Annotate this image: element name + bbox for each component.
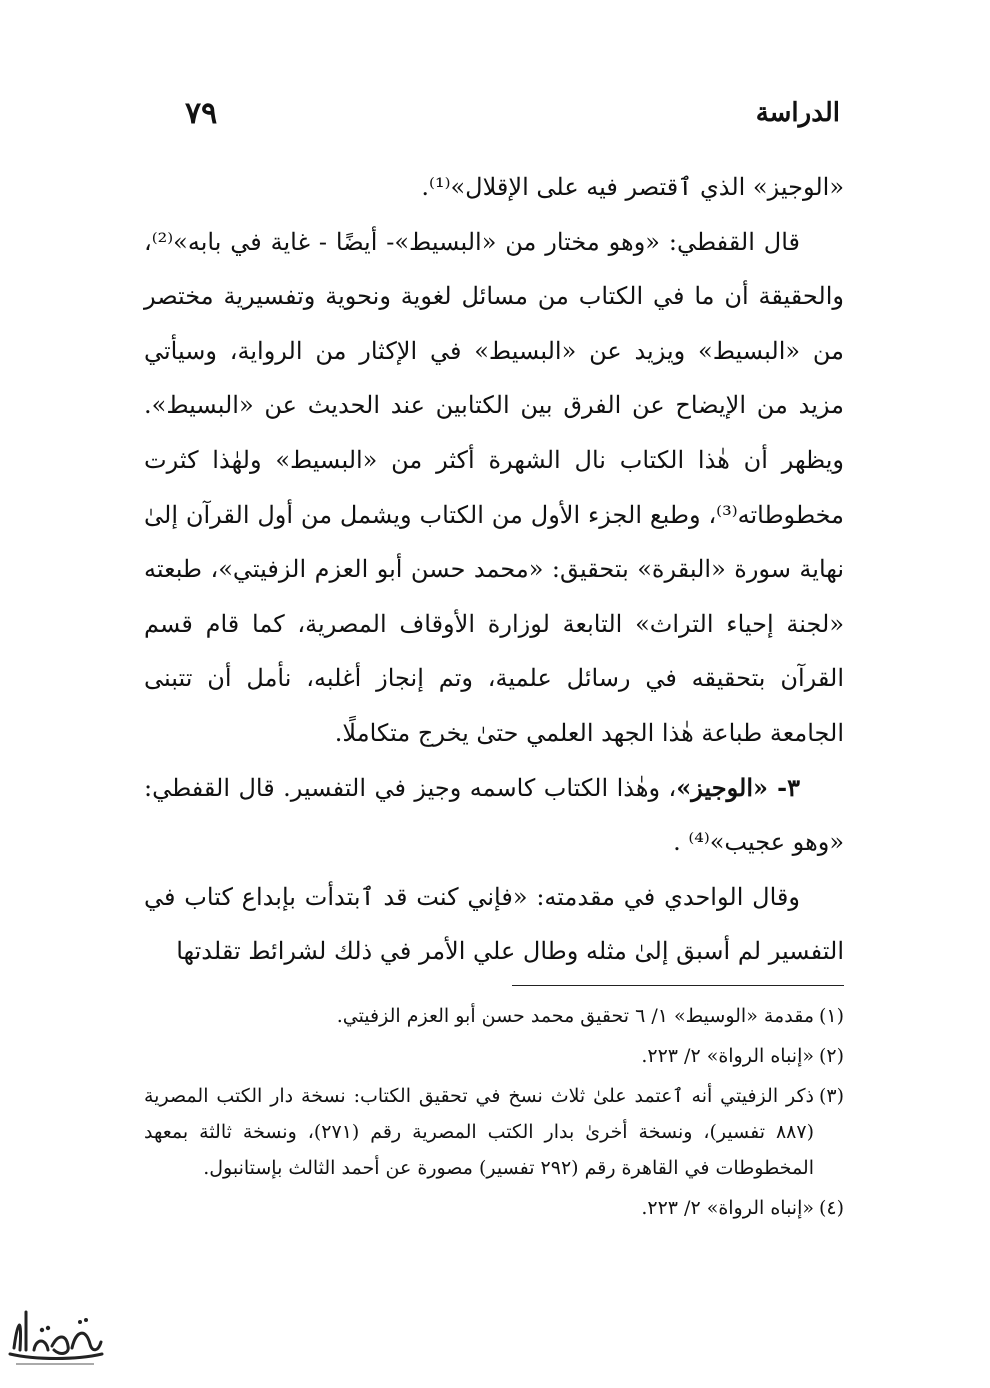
footnote-3	[144, 1078, 844, 1186]
footnote-text: «إنباه الرواة» ٢/ ٢٢٣.	[641, 1045, 814, 1067]
paragraph-1: «الوجيز» الذي ٱقتصر فيه على الإقلال»⁽¹⁾.	[421, 173, 844, 201]
footnote-rule	[512, 985, 844, 986]
footnote-number: (٢)	[818, 1045, 844, 1067]
running-title: الدراسة	[755, 98, 840, 128]
footnote-number: (١)	[818, 1005, 844, 1027]
footnote-2	[144, 1038, 844, 1074]
paragraph-2: قال القفطي: «وهو مختار من «البسيط»- أيضًا - غاية في بابه»⁽²⁾، والحقيقة أن ما في الكتاب من مسائل لغوية ونحوية وتفسيرية مختصر من «البسيط» ويزيد عن «البسيط» في الإكثار من الرواية، وسيأتي مزيد من الإيضاح عن الفرق بين الكتابين عند الحديث عن «البسيط». ويظهر أن هٰذا الكتاب نال الشهرة أكثر من «البسيط» ولهٰذا كثرت مخطوطاته⁽³⁾، وطبع الجزء الأول من الكتاب ويشمل من أول القرآن إلىٰ نهاية سورة «البقرة» بتحقيق: «محمد حسن أبو العزم الزفيتي»، طبعته «لجنة إحياء التراث» التابعة لوزارة الأوقاف المصرية، كما قام قسم القرآن بتحقيقه في رسائل علمية، وتم إنجاز أغلبه، نأمل أن تتبنى الجامعة طباعة هٰذا الجهد العلمي حتىٰ يخرج متكاملًا.	[144, 227, 844, 747]
calligraphy-seal-logo	[6, 1298, 106, 1373]
main-text	[144, 160, 844, 979]
page-header	[120, 96, 840, 136]
item-3-text: ، وهٰذا الكتاب كاسمه وجيز في التفسير. قال القفطي: «وهو عجيب»⁽⁴⁾ .	[144, 773, 844, 857]
footnote-1	[144, 998, 844, 1034]
footnote-4	[144, 1190, 844, 1226]
footnotes	[144, 998, 844, 1230]
item-3-label: ٣- «الوجيز»	[676, 772, 801, 802]
footnote-number: (٤)	[818, 1197, 844, 1219]
paragraph-3: وقال الواحدي في مقدمته: «فإني كنت قد ٱبتدأت بإبداع كتاب في التفسير لم أسبق إلىٰ مثله وطال علي الأمر في ذلك لشرائط تقلدتها	[144, 882, 844, 966]
footnote-text: ذكر الزفيتي أنه ٱعتمد علىٰ ثلاث نسخ في تحقيق الكتاب: نسخة دار الكتب المصرية (٨٨٧ تفسير)، ونسخة أخرىٰ بدار الكتب المصرية رقم (٢٧١)، ونسخة ثالثة بمعهد المخطوطات في القاهرة رقم (٢٩٢ تفسير) مصورة عن أحمد الثالث بإستانبول.	[144, 1085, 815, 1179]
page-number: ٧٩	[185, 96, 218, 131]
footnote-number: (٣)	[818, 1085, 844, 1107]
footnote-text: مقدمة «الوسيط» ١/ ٦ تحقيق محمد حسن أبو العزم الزفيتي.	[336, 1005, 814, 1027]
paragraph-item-3	[144, 761, 844, 870]
footnote-text: «إنباه الرواة» ٢/ ٢٢٣.	[641, 1197, 814, 1219]
